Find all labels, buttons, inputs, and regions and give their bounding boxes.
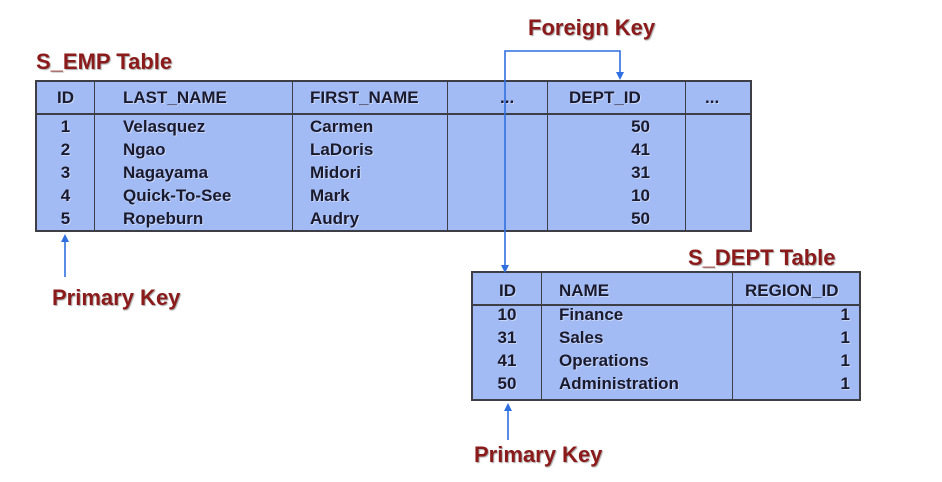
emp-cell-first-name: Mark (310, 186, 350, 205)
dept-cell-region-id: 1 (840, 351, 850, 370)
foreign-key-label: Foreign Key (528, 15, 656, 40)
emp-cell-dept-id: 41 (631, 140, 650, 159)
emp-primary-key-label: Primary Key (52, 285, 181, 310)
emp-header-id: ID (57, 88, 74, 107)
emp-cell-id: 5 (60, 209, 71, 228)
dept-cell-id: 31 (497, 328, 517, 347)
dept-table-title: S_DEPT Table (688, 245, 836, 270)
dept-cell-name: Operations (559, 351, 649, 370)
dept-primary-key-label: Primary Key (474, 442, 603, 467)
emp-cell-first-name: Midori (310, 163, 361, 182)
foreign-key-start-arrow-icon (501, 265, 509, 273)
dept-cell-id: 50 (497, 374, 517, 393)
emp-cell-first-name: Audry (310, 209, 360, 228)
emp-header-ellipsis-1: ... (500, 88, 515, 107)
emp-header-dept-id: DEPT_ID (569, 88, 641, 107)
dept-header-id: ID (499, 281, 516, 300)
emp-cell-id: 2 (60, 140, 71, 159)
emp-cell-last-name: Ngao (123, 140, 166, 159)
emp-header-last-name: LAST_NAME (123, 88, 227, 107)
dept-cell-id: 10 (497, 305, 517, 324)
foreign-key-arrow (505, 51, 620, 268)
dept-cell-id: 41 (497, 351, 517, 370)
dept-cell-name: Sales (559, 328, 604, 347)
emp-header-ellipsis-2: ... (705, 88, 720, 107)
dept-cell-name: Administration (559, 374, 679, 393)
dept-header-name: NAME (559, 281, 610, 300)
emp-cell-first-name: LaDoris (310, 140, 374, 159)
emp-cell-dept-id: 50 (631, 117, 650, 136)
emp-cell-last-name: Velasquez (123, 117, 206, 136)
emp-cell-last-name: Ropeburn (123, 209, 204, 228)
emp-cell-id: 1 (60, 117, 71, 136)
dept-cell-region-id: 1 (840, 305, 850, 324)
emp-cell-dept-id: 31 (631, 163, 650, 182)
emp-cell-last-name: Nagayama (123, 163, 209, 182)
emp-cell-id: 4 (60, 186, 71, 205)
emp-cell-last-name: Quick-To-See (123, 186, 232, 205)
dept-cell-name: Finance (559, 305, 624, 324)
emp-cell-id: 3 (60, 163, 71, 182)
dept-cell-region-id: 1 (840, 374, 850, 393)
emp-cell-first-name: Carmen (310, 117, 374, 136)
emp-cell-dept-id: 10 (631, 186, 650, 205)
emp-header-first-name: FIRST_NAME (310, 88, 419, 107)
dept-header-region-id: REGION_ID (745, 281, 839, 300)
emp-cell-dept-id: 50 (631, 209, 650, 228)
dept-cell-region-id: 1 (840, 328, 850, 347)
emp-table-title: S_EMP Table (36, 49, 173, 74)
